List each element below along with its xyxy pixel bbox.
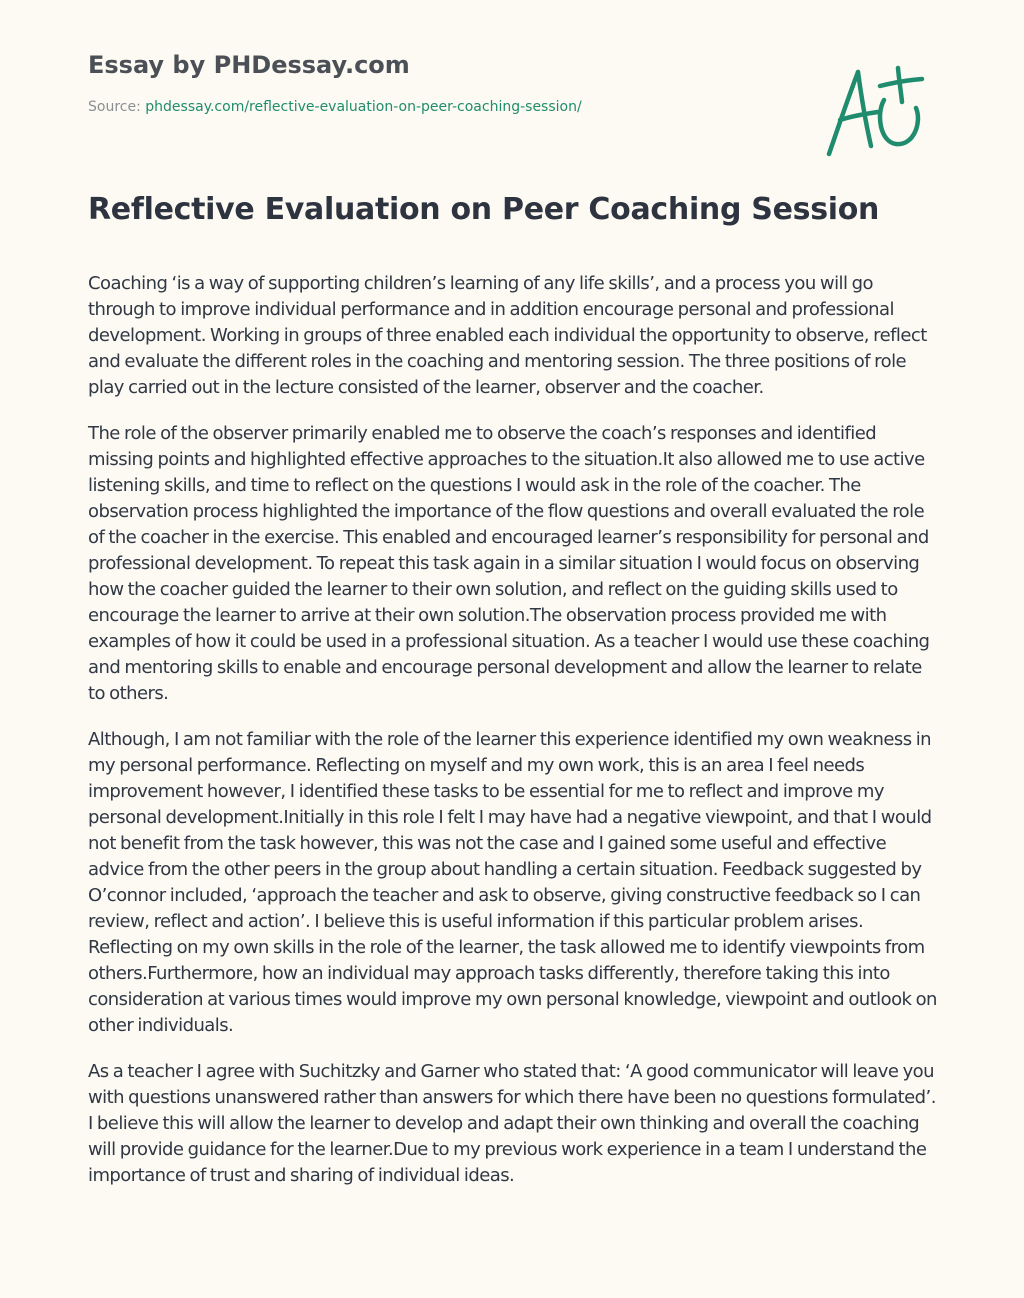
essay-paragraph: Although, I am not familiar with the role of the learner this experience identified my own weakness in my personal performance. Reflecting on myself and my own work, this is an area I feel needs improvement however, I identified these tasks to be essential for me to reflect and improve my personal development.Initially in this role I felt I may have had a negative viewpoint, and that I would not benefit from the task however, this was not the case and I gained some useful and effective advice from the other peers in the group about handling a certain situation. Feedback suggested by O’connor included, ‘approach the teacher and ask to observe, giving constructive feedback so I can review, reflect and action’. I believe this is useful information if this particular problem arises. Reflecting on my own skills in the role of the learner, the task allowed me to identify viewpoints from others.Furthermore, how an individual may approach tasks differently, therefore taking this into consideration at various times would improve my own personal knowledge, viewpoint and outlook on other individuals.	[88, 729, 937, 1036]
essay-paragraph: The role of the observer primarily enabled me to observe the coach’s responses and identified missing points and highlighted effective approaches to the situation.It also allowed me to use active listening skills, and time to reflect on the questions I would ask in the role of the coacher. The observation process highlighted the importance of the flow questions and overall evaluated the role of the coacher in the exercise. This enabled and encouraged learner’s responsibility for personal and professional development. To repeat this task again in a similar situation I would focus on observing how the coacher guided the learner to their own solution, and reflect on the guiding skills used to encourage the learner to arrive at their own solution.The observation process provided me with examples of how it could be used in a professional situation. As a teacher I would use these coaching and mentoring skills to enable and encourage personal development and allow the learner to relate to others.	[88, 423, 930, 704]
a-plus-grade-icon	[822, 62, 926, 162]
essay-title: Reflective Evaluation on Peer Coaching Session	[88, 192, 880, 227]
site-brand: Essay by PHDessay.com	[88, 51, 410, 79]
source-line	[88, 97, 788, 117]
source-link[interactable]: phdessay.com/reflective-evaluation-on-peer-coaching-session/	[145, 99, 582, 115]
essay-body	[88, 271, 940, 1209]
source-label: Source:	[88, 99, 146, 115]
essay-paragraph: Coaching ‘is a way of supporting children’s learning of any life skills’, and a process you will go through to improve individual performance and in addition encourage personal and professional development. Working in groups of three enabled each individual the opportunity to observe, reflect and evaluate the different roles in the coaching and mentoring session. The three positions of role play carried out in the lecture consisted of the learner, observer and the coacher.	[88, 273, 927, 398]
page-header	[88, 48, 788, 117]
essay-paragraph: As a teacher I agree with Suchitzky and Garner who stated that: ‘A good communicator will leave you with questions unanswered rather than answers for which there have been no questions formulated’. I believe this will allow the learner to develop and adapt their own thinking and overall the coaching will provide guidance for the learner.Due to my previous work experience in a team I understand the importance of trust and sharing of individual ideas.	[88, 1061, 936, 1186]
